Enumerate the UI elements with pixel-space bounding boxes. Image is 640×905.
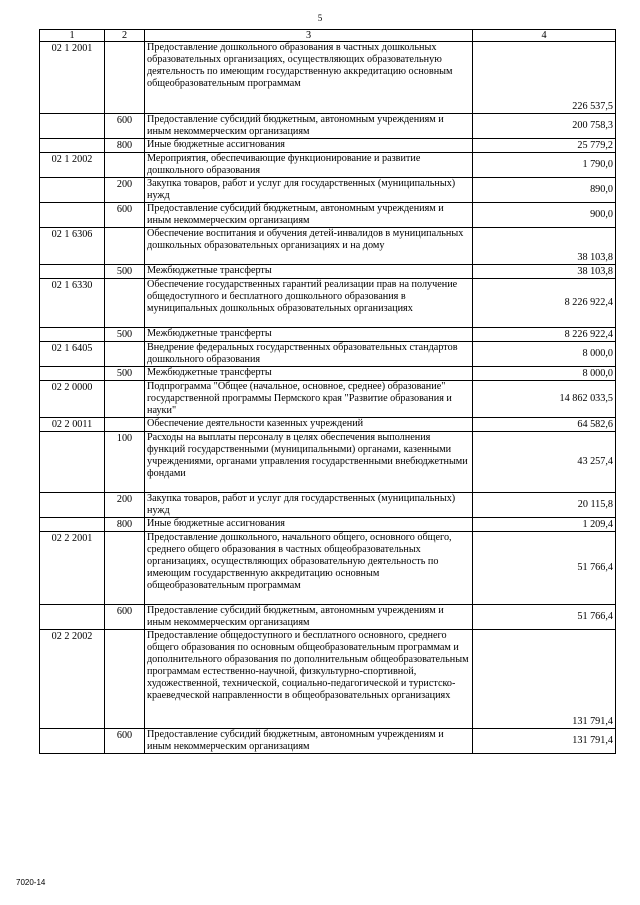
column-header-3: 3 [145,30,473,42]
column-header-2: 2 [105,30,145,42]
row-code [40,493,105,518]
column-header-1: 1 [40,30,105,42]
footer-code: 7020-14 [16,878,46,887]
row-name: Предоставление общедоступного и бесплатного основного, среднего общего образования по основным общеобразовательным программам и дополнительного образования по дополнительным общеобразовательным программам естественно-научной, физкультурно-спортивной, художественной, технической, социально-педагогической и туристско-краеведческой направленности в общеобразовательных организациях [145,630,473,729]
row-amount: 38 103,8 [473,228,616,265]
row-code: 02 2 2001 [40,532,105,605]
row-expense-type: 200 [105,493,145,518]
row-amount: 1 790,0 [473,153,616,178]
row-expense-type [105,228,145,265]
row-name: Предоставление субсидий бюджетным, автономным учреждениям и иным некоммерческим организациям [145,203,473,228]
column-number-row [40,30,616,42]
row-code [40,432,105,493]
row-code: 02 1 2002 [40,153,105,178]
row-code [40,729,105,754]
row-expense-type: 500 [105,265,145,279]
row-expense-type: 100 [105,432,145,493]
row-code [40,114,105,139]
row-name: Закупка товаров, работ и услуг для государственных (муниципальных) нужд [145,493,473,518]
row-expense-type [105,279,145,328]
row-code: 02 2 0000 [40,381,105,418]
row-expense-type: 800 [105,139,145,153]
table-row [40,630,616,729]
table-row [40,605,616,630]
row-amount: 38 103,8 [473,265,616,279]
row-name: Предоставление дошкольного образования в частных дошкольных образовательных организациях, осуществляющих образовательную деятельность по имеющим государственную аккредитацию основным общеобразовательным программам [145,42,473,114]
column-header-4: 4 [473,30,616,42]
table-row [40,342,616,367]
row-expense-type [105,532,145,605]
row-expense-type: 600 [105,114,145,139]
table-row [40,279,616,328]
row-name: Иные бюджетные ассигнования [145,139,473,153]
row-name: Межбюджетные трансферты [145,367,473,381]
table-row [40,265,616,279]
row-amount: 14 862 033,5 [473,381,616,418]
row-code: 02 1 2001 [40,42,105,114]
row-name: Обеспечение государственных гарантий реализации прав на получение общедоступного и бесплатного дошкольного образования в муниципальных дошкольных образовательных организациях [145,279,473,328]
row-expense-type: 800 [105,518,145,532]
table-row [40,367,616,381]
table-row [40,518,616,532]
row-name: Мероприятия, обеспечивающие функционирование и развитие дошкольного образования [145,153,473,178]
row-amount: 1 209,4 [473,518,616,532]
table-row [40,328,616,342]
row-expense-type [105,342,145,367]
row-code: 02 1 6405 [40,342,105,367]
row-code [40,518,105,532]
row-expense-type [105,418,145,432]
row-amount: 226 537,5 [473,42,616,114]
row-code: 02 2 2002 [40,630,105,729]
row-code: 02 1 6330 [40,279,105,328]
row-amount: 8 226 922,4 [473,279,616,328]
row-amount: 8 000,0 [473,342,616,367]
row-name: Обеспечение деятельности казенных учреждений [145,418,473,432]
page-number: 5 [317,13,323,23]
row-amount: 51 766,4 [473,605,616,630]
budget-table [39,29,616,754]
row-expense-type: 200 [105,178,145,203]
row-amount: 20 115,8 [473,493,616,518]
row-code [40,265,105,279]
table-row [40,729,616,754]
row-code [40,178,105,203]
row-expense-type: 600 [105,605,145,630]
table-row [40,114,616,139]
row-code [40,203,105,228]
row-code: 02 1 6306 [40,228,105,265]
row-expense-type: 500 [105,367,145,381]
table-row [40,42,616,114]
table-row [40,432,616,493]
row-amount: 890,0 [473,178,616,203]
row-name: Предоставление субсидий бюджетным, автономным учреждениям и иным некоммерческим организациям [145,729,473,754]
table-row [40,381,616,418]
table-row [40,532,616,605]
row-name: Предоставление субсидий бюджетным, автономным учреждениям и иным некоммерческим организациям [145,114,473,139]
row-expense-type [105,381,145,418]
row-name: Расходы на выплаты персоналу в целях обеспечения выполнения функций государственными (муниципальными) органами, казенными учреждениями, органами управления государственными внебюджетными фондами [145,432,473,493]
row-name: Закупка товаров, работ и услуг для государственных (муниципальных) нужд [145,178,473,203]
row-code: 02 2 0011 [40,418,105,432]
row-name: Межбюджетные трансферты [145,265,473,279]
row-amount: 900,0 [473,203,616,228]
row-amount: 131 791,4 [473,729,616,754]
row-name: Предоставление субсидий бюджетным, автономным учреждениям и иным некоммерческим организациям [145,605,473,630]
row-expense-type [105,630,145,729]
table-row [40,228,616,265]
row-name: Внедрение федеральных государственных образовательных стандартов дошкольного образования [145,342,473,367]
row-amount: 64 582,6 [473,418,616,432]
row-code [40,328,105,342]
row-amount: 8 226 922,4 [473,328,616,342]
row-amount: 51 766,4 [473,532,616,605]
table-row [40,418,616,432]
row-code [40,367,105,381]
row-amount: 200 758,3 [473,114,616,139]
row-name: Обеспечение воспитания и обучения детей-инвалидов в муниципальных дошкольных образовательных организациях и на дому [145,228,473,265]
row-expense-type [105,42,145,114]
row-expense-type: 500 [105,328,145,342]
table-row [40,153,616,178]
row-amount: 25 779,2 [473,139,616,153]
row-name: Иные бюджетные ассигнования [145,518,473,532]
row-name: Предоставление дошкольного, начального общего, основного общего, среднего общего образования в частных общеобразовательных организациях, осуществляющих образовательную деятельность по имеющим государственную аккредитацию основным общеобразовательным программам [145,532,473,605]
row-amount: 131 791,4 [473,630,616,729]
table-row [40,139,616,153]
row-expense-type [105,153,145,178]
row-code [40,139,105,153]
row-name: Подпрограмма "Общее (начальное, основное, среднее) образование" государственной программы Пермского края "Развитие образования и науки" [145,381,473,418]
table-row [40,178,616,203]
row-amount: 8 000,0 [473,367,616,381]
row-expense-type: 600 [105,203,145,228]
table-row [40,203,616,228]
row-amount: 43 257,4 [473,432,616,493]
row-code [40,605,105,630]
row-expense-type: 600 [105,729,145,754]
table-row [40,493,616,518]
row-name: Межбюджетные трансферты [145,328,473,342]
